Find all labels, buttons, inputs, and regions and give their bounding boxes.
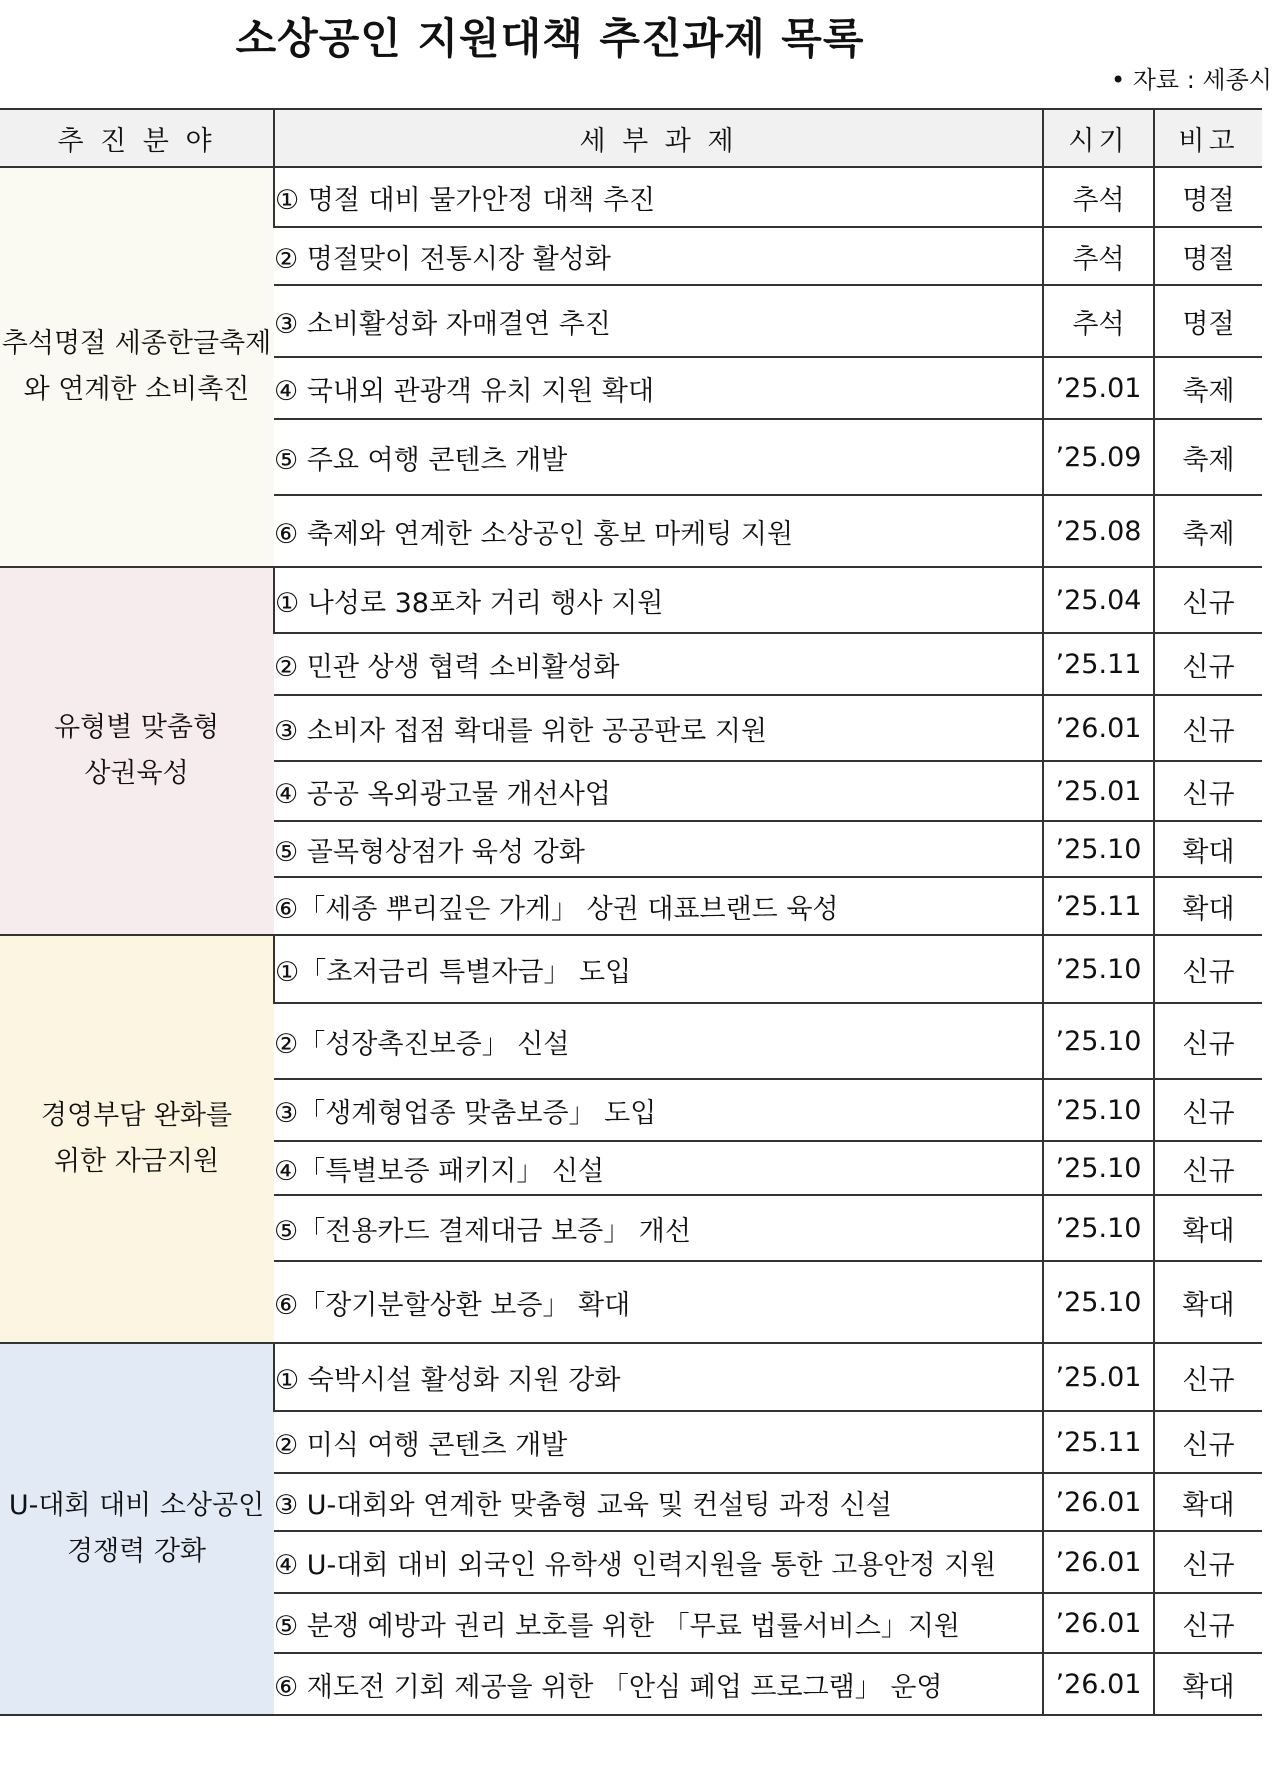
task-cell: ⑥ 축제와 연계한 소상공인 홍보 마케팅 지원 — [274, 495, 1043, 567]
task-cell: ③ 소비활성화 자매결연 추진 — [274, 285, 1043, 357]
page-title: 소상공인 지원대책 추진과제 목록 — [235, 14, 865, 63]
note-cell: 확대 — [1154, 821, 1262, 877]
note-cell: 신규 — [1154, 1343, 1262, 1411]
table-row — [0, 935, 1262, 1003]
category-line: 상권육성 — [84, 758, 189, 789]
period-cell: ’26.01 — [1043, 1653, 1154, 1715]
table-row — [0, 567, 1262, 633]
period-cell: ’25.10 — [1043, 935, 1154, 1003]
note-cell: 축제 — [1154, 495, 1262, 567]
period-cell: ’26.01 — [1043, 1593, 1154, 1653]
note-cell: 신규 — [1154, 1531, 1262, 1593]
category-cell — [0, 567, 274, 935]
period-cell: ’25.01 — [1043, 1343, 1154, 1411]
period-cell: ’25.10 — [1043, 1261, 1154, 1343]
note-cell: 명절 — [1154, 167, 1262, 227]
category-cell — [0, 1343, 274, 1715]
header-note: 비고 — [1154, 109, 1262, 167]
task-cell: ⑥ 재도전 기회 제공을 위한 「안심 폐업 프로그램」 운영 — [274, 1653, 1043, 1715]
task-cell: ④「특별보증 패키지」 신설 — [274, 1141, 1043, 1195]
category-cell — [0, 935, 274, 1343]
task-cell: ⑥「장기분할상환 보증」 확대 — [274, 1261, 1043, 1343]
category-line: U-대회 대비 소상공인 — [8, 1490, 265, 1521]
task-cell: ⑤ 분쟁 예방과 권리 보호를 위한 「무료 법률서비스」지원 — [274, 1593, 1043, 1653]
note-cell: 축제 — [1154, 357, 1262, 419]
task-table — [0, 108, 1262, 1716]
table-row — [0, 167, 1262, 227]
period-cell: ’25.08 — [1043, 495, 1154, 567]
period-cell: ’25.11 — [1043, 877, 1154, 935]
note-cell: 신규 — [1154, 1079, 1262, 1141]
note-cell: 신규 — [1154, 567, 1262, 633]
task-cell: ① 숙박시설 활성화 지원 강화 — [274, 1343, 1043, 1411]
period-cell: ’25.10 — [1043, 821, 1154, 877]
period-cell: ’25.10 — [1043, 1003, 1154, 1079]
note-cell: 신규 — [1154, 1593, 1262, 1653]
period-cell: ’25.11 — [1043, 1411, 1154, 1473]
period-cell: ’25.10 — [1043, 1079, 1154, 1141]
period-cell: ’26.01 — [1043, 1531, 1154, 1593]
period-cell: ’26.01 — [1043, 695, 1154, 761]
period-cell: ’25.09 — [1043, 419, 1154, 495]
header-row — [0, 109, 1262, 167]
period-cell: 추석 — [1043, 285, 1154, 357]
task-cell: ①「초저금리 특별자금」 도입 — [274, 935, 1043, 1003]
note-cell: 신규 — [1154, 935, 1262, 1003]
note-cell: 명절 — [1154, 285, 1262, 357]
period-cell: 추석 — [1043, 167, 1154, 227]
note-cell: 확대 — [1154, 877, 1262, 935]
period-cell: ’25.10 — [1043, 1195, 1154, 1261]
task-cell: ④ U-대회 대비 외국인 유학생 인력지원을 통한 고용안정 지원 — [274, 1531, 1043, 1593]
note-cell: 확대 — [1154, 1261, 1262, 1343]
task-cell: ④ 공공 옥외광고물 개선사업 — [274, 761, 1043, 821]
category-line: 추석명절 세종한글축제 — [1, 328, 272, 359]
task-cell: ④ 국내외 관광객 유치 지원 확대 — [274, 357, 1043, 419]
category-line: 위한 자금지원 — [53, 1146, 220, 1177]
task-cell: ② 미식 여행 콘텐츠 개발 — [274, 1411, 1043, 1473]
task-cell: ② 민관 상생 협력 소비활성화 — [274, 633, 1043, 695]
task-cell: ⑤ 주요 여행 콘텐츠 개발 — [274, 419, 1043, 495]
period-cell: ’25.11 — [1043, 633, 1154, 695]
task-cell: ⑤「전용카드 결제대금 보증」 개선 — [274, 1195, 1043, 1261]
category-line: 와 연계한 소비촉진 — [23, 374, 250, 405]
note-cell: 확대 — [1154, 1653, 1262, 1715]
period-cell: ’25.10 — [1043, 1141, 1154, 1195]
category-line: 경영부담 완화를 — [40, 1100, 233, 1131]
note-cell: 축제 — [1154, 419, 1262, 495]
task-cell: ③ 소비자 접점 확대를 위한 공공판로 지원 — [274, 695, 1043, 761]
period-cell: ’25.01 — [1043, 761, 1154, 821]
task-cell: ① 명절 대비 물가안정 대책 추진 — [274, 167, 1043, 227]
note-cell: 명절 — [1154, 227, 1262, 285]
period-cell: ’26.01 — [1043, 1473, 1154, 1531]
table-body — [0, 167, 1262, 1715]
category-line: 유형별 맞춤형 — [53, 712, 220, 743]
note-cell: 신규 — [1154, 761, 1262, 821]
category-cell — [0, 167, 274, 567]
header-period: 시기 — [1043, 109, 1154, 167]
task-cell: ③「생계형업종 맞춤보증」 도입 — [274, 1079, 1043, 1141]
task-cell: ⑥「세종 뿌리깊은 가게」 상권 대표브랜드 육성 — [274, 877, 1043, 935]
table-row — [0, 1343, 1262, 1411]
period-cell: ’25.04 — [1043, 567, 1154, 633]
period-cell: ’25.01 — [1043, 357, 1154, 419]
note-cell: 신규 — [1154, 695, 1262, 761]
note-cell: 확대 — [1154, 1473, 1262, 1531]
note-cell: 신규 — [1154, 1411, 1262, 1473]
category-line: 경쟁력 강화 — [67, 1536, 206, 1567]
header-area: 추 진 분 야 — [0, 109, 274, 167]
note-cell: 신규 — [1154, 1141, 1262, 1195]
task-cell: ③ U-대회와 연계한 맞춤형 교육 및 컨설팅 과정 신설 — [274, 1473, 1043, 1531]
note-cell: 신규 — [1154, 1003, 1262, 1079]
header-task: 세 부 과 제 — [274, 109, 1043, 167]
task-cell: ②「성장촉진보증」 신설 — [274, 1003, 1043, 1079]
task-cell: ① 나성로 38포차 거리 행사 지원 — [274, 567, 1043, 633]
source-note: • 자료 : 세종시 — [1110, 66, 1272, 94]
period-cell: 추석 — [1043, 227, 1154, 285]
note-cell: 신규 — [1154, 633, 1262, 695]
note-cell: 확대 — [1154, 1195, 1262, 1261]
task-cell: ⑤ 골목형상점가 육성 강화 — [274, 821, 1043, 877]
task-cell: ② 명절맞이 전통시장 활성화 — [274, 227, 1043, 285]
